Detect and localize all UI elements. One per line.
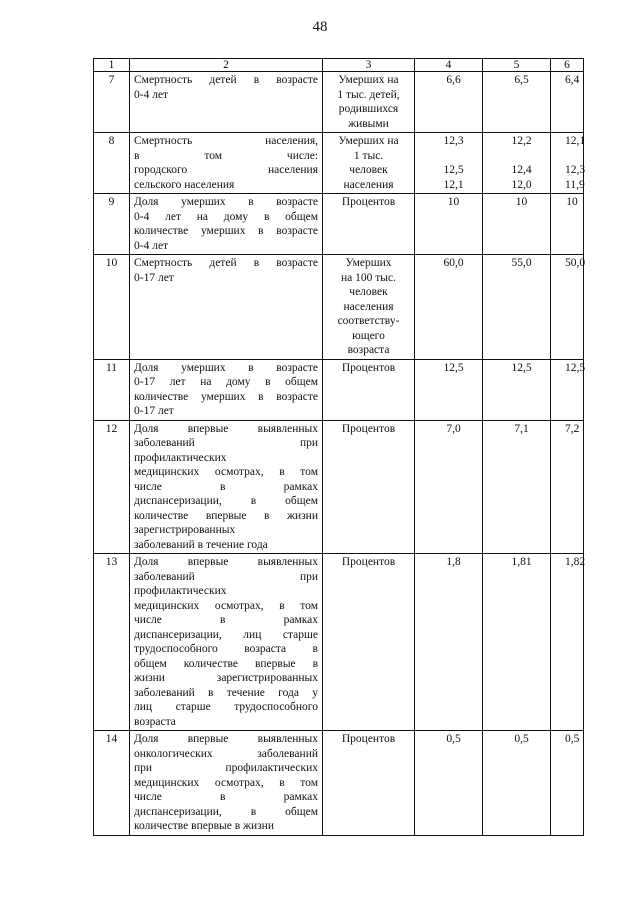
- header-cell: 4: [415, 59, 483, 72]
- cell-line: [565, 149, 579, 164]
- row-number: 9: [94, 194, 130, 255]
- cell-line: количестве впервые в жизни: [134, 509, 318, 522]
- indicator-name: [130, 359, 323, 420]
- cell-line: 10: [447, 196, 460, 208]
- cell-line: [497, 149, 546, 164]
- cell-line: заболеваний в течение года: [134, 538, 268, 551]
- cell-line: медицинских осмотрах, в том: [134, 466, 318, 478]
- cell-line: числе в рамках: [134, 614, 318, 626]
- cell-line: Процентов: [341, 422, 396, 435]
- cell-line: населения: [343, 300, 394, 313]
- cell-line: онкологических заболеваний: [134, 747, 318, 760]
- cell-line: количестве умерших в возрасте: [134, 225, 318, 237]
- value-col-6: [551, 359, 584, 420]
- cell-line: ющего: [352, 329, 385, 342]
- header-cell: 2: [130, 59, 323, 72]
- cell-line: 12,3: [443, 135, 464, 147]
- value-lines: [487, 361, 546, 376]
- cell-line: 12,5: [565, 361, 586, 374]
- cell-line: медицинских осмотрах, в том: [134, 776, 318, 789]
- cell-line: 10: [515, 196, 528, 208]
- value-lines: [555, 73, 579, 88]
- cell-line: Умерших на: [338, 135, 399, 147]
- indicator-name: [130, 554, 323, 731]
- cell-line: человек: [349, 164, 388, 176]
- cell-line: Процентов: [341, 733, 396, 745]
- cell-line: Умерших: [345, 257, 392, 269]
- cell-line: количестве умерших в возрасте: [134, 390, 318, 403]
- cell-line: Доля впервые выявленных: [134, 422, 318, 435]
- indicators-table: [93, 58, 584, 836]
- cell-line: Смертность населения,: [134, 135, 318, 147]
- value-col-5: [483, 359, 551, 420]
- value-lines: [555, 422, 579, 437]
- cell-line: 0-4 лет на дому в общем: [134, 210, 318, 223]
- unit-of-measure: [323, 72, 415, 133]
- cell-line: в том числе:: [134, 149, 318, 162]
- table-row: [94, 255, 584, 360]
- cell-line: возраста: [347, 344, 390, 356]
- cell-line: заболеваний при: [134, 437, 318, 449]
- unit-of-measure: [323, 255, 415, 360]
- cell-line: 11,9: [565, 178, 585, 191]
- value-lines: [419, 256, 478, 271]
- unit-of-measure: [323, 133, 415, 194]
- value-lines: [555, 361, 586, 376]
- cell-line: лиц старше трудоспособного: [134, 701, 318, 713]
- value-lines: [487, 555, 546, 570]
- value-col-4: [415, 133, 483, 194]
- cell-line: соответству-: [337, 315, 400, 327]
- row-number: 14: [94, 731, 130, 836]
- indicator-name: [130, 194, 323, 255]
- cell-line: 1,8: [446, 556, 461, 568]
- row-number: 8: [94, 133, 130, 194]
- unit-of-measure: [323, 194, 415, 255]
- cell-line: Смертность детей в возрасте: [134, 74, 318, 86]
- cell-line: 0-17 лет на дому в общем: [134, 376, 318, 388]
- row-number: 12: [94, 420, 130, 554]
- header-cell: 6: [551, 59, 584, 72]
- cell-line: числе в рамках: [134, 791, 318, 803]
- page-number: 48: [312, 19, 328, 35]
- cell-line: 12,0: [511, 178, 532, 191]
- value-col-5: [483, 72, 551, 133]
- cell-line: 10: [566, 196, 578, 208]
- cell-line: 0,5: [514, 733, 529, 745]
- cell-line: 1,82: [565, 556, 586, 568]
- indicator-name: [130, 731, 323, 836]
- cell-line: Умерших на: [338, 74, 399, 86]
- value-lines: [419, 73, 478, 88]
- table-row: [94, 731, 584, 836]
- value-col-4: [415, 194, 483, 255]
- value-lines: [555, 732, 579, 747]
- cell-line: Доля умерших в возрасте: [134, 196, 318, 208]
- cell-line: трудоспособного возраста в: [134, 643, 318, 655]
- value-lines: [555, 195, 579, 210]
- cell-line: 12,4: [511, 164, 532, 176]
- value-col-5: [483, 133, 551, 194]
- unit-of-measure: [323, 554, 415, 731]
- value-lines: [419, 195, 478, 210]
- cell-line: 0-4 лет: [134, 239, 169, 252]
- header-row: [94, 59, 584, 72]
- value-col-6: [551, 133, 584, 194]
- header-cell: 1: [94, 59, 130, 72]
- cell-line: 0-4 лет: [134, 88, 169, 101]
- cell-line: [429, 149, 478, 164]
- cell-line: Процентов: [341, 361, 396, 374]
- cell-line: 6,4: [565, 74, 580, 86]
- value-lines: [487, 134, 546, 192]
- cell-line: 1,81: [511, 556, 532, 568]
- value-lines: [487, 256, 546, 271]
- value-col-4: [415, 255, 483, 360]
- cell-line: 6,6: [446, 74, 461, 86]
- cell-line: профилактических: [134, 585, 227, 597]
- value-col-6: [551, 255, 584, 360]
- cell-line: диспансеризации, лиц старше: [134, 628, 318, 641]
- cell-line: 7,1: [514, 422, 529, 435]
- cell-line: диспансеризации, в общем: [134, 495, 318, 507]
- cell-line: количестве впервые в жизни: [134, 820, 274, 832]
- value-lines: [555, 256, 586, 271]
- row-number: 7: [94, 72, 130, 133]
- cell-line: 12,2: [511, 135, 532, 147]
- value-lines: [555, 555, 586, 570]
- value-lines: [487, 73, 546, 88]
- cell-line: заболеваний в течение года у: [134, 686, 318, 699]
- cell-line: Доля впервые выявленных: [134, 556, 318, 568]
- cell-line: заболеваний при: [134, 570, 318, 583]
- cell-line: Процентов: [341, 196, 396, 208]
- unit-of-measure: [323, 359, 415, 420]
- cell-line: числе в рамках: [134, 480, 318, 493]
- cell-line: жизни зарегистрированных: [134, 672, 318, 684]
- value-col-4: [415, 554, 483, 731]
- cell-line: 0-17 лет: [134, 271, 174, 284]
- cell-line: 1 тыс.: [353, 149, 384, 162]
- cell-line: Доля умерших в возрасте: [134, 361, 318, 374]
- cell-line: 12,1: [565, 135, 586, 147]
- value-col-5: [483, 420, 551, 554]
- cell-line: городского населения: [134, 164, 318, 176]
- unit-of-measure: [323, 420, 415, 554]
- row-number: 11: [94, 359, 130, 420]
- cell-line: на 100 тыс.: [341, 271, 396, 284]
- table-row: [94, 133, 584, 194]
- cell-line: 60,0: [443, 257, 464, 269]
- cell-line: 12,5: [443, 164, 464, 176]
- cell-line: 1 тыс. детей,: [337, 88, 400, 101]
- value-col-5: [483, 731, 551, 836]
- cell-line: профилактических: [134, 451, 227, 464]
- row-number: 13: [94, 554, 130, 731]
- row-number: 10: [94, 255, 130, 360]
- value-lines: [419, 555, 478, 570]
- cell-line: при профилактических: [134, 762, 318, 774]
- table-row: [94, 554, 584, 731]
- cell-line: живыми: [348, 117, 389, 130]
- indicator-name: [130, 255, 323, 360]
- indicator-name: [130, 133, 323, 194]
- value-col-5: [483, 194, 551, 255]
- cell-line: диспансеризации, в общем: [134, 805, 318, 818]
- cell-line: 0,5: [565, 733, 580, 745]
- value-lines: [419, 422, 478, 437]
- cell-line: 50,0: [565, 257, 586, 269]
- cell-line: Доля впервые выявленных: [134, 733, 318, 745]
- header-cell: 3: [323, 59, 415, 72]
- cell-line: 6,5: [514, 74, 529, 86]
- value-lines: [419, 732, 478, 747]
- cell-line: общем количестве впервые в: [134, 657, 318, 670]
- value-col-6: [551, 420, 584, 554]
- header-cell: 5: [483, 59, 551, 72]
- value-lines: [487, 195, 546, 210]
- cell-line: медицинских осмотрах, в том: [134, 599, 318, 612]
- cell-line: 0,5: [446, 733, 461, 745]
- cell-line: сельского населения: [134, 178, 235, 191]
- cell-line: 12,5: [511, 361, 532, 374]
- value-lines: [419, 361, 478, 376]
- value-col-4: [415, 72, 483, 133]
- value-lines: [487, 422, 546, 437]
- value-col-6: [551, 194, 584, 255]
- cell-line: зарегистрированных: [134, 524, 236, 536]
- value-col-4: [415, 420, 483, 554]
- cell-line: населения: [343, 178, 394, 191]
- value-lines: [555, 134, 586, 192]
- cell-line: 12,3: [565, 164, 586, 176]
- cell-line: 55,0: [511, 257, 532, 269]
- value-col-6: [551, 554, 584, 731]
- table-row: [94, 72, 584, 133]
- table-row: [94, 359, 584, 420]
- cell-line: возраста: [134, 715, 176, 728]
- table-row: [94, 420, 584, 554]
- cell-line: 12,1: [443, 178, 464, 191]
- indicator-name: [130, 420, 323, 554]
- cell-line: человек: [349, 286, 388, 298]
- value-lines: [419, 134, 478, 192]
- cell-line: Процентов: [341, 556, 396, 568]
- cell-line: Смертность детей в возрасте: [134, 257, 318, 269]
- value-col-4: [415, 359, 483, 420]
- cell-line: 7,0: [446, 422, 461, 435]
- value-col-4: [415, 731, 483, 836]
- indicator-name: [130, 72, 323, 133]
- value-col-5: [483, 255, 551, 360]
- table-row: [94, 194, 584, 255]
- value-col-5: [483, 554, 551, 731]
- value-lines: [487, 732, 546, 747]
- value-col-6: [551, 731, 584, 836]
- unit-of-measure: [323, 731, 415, 836]
- cell-line: 7,2: [565, 422, 580, 435]
- cell-line: 12,5: [443, 361, 464, 374]
- cell-line: родившихся: [338, 103, 399, 115]
- value-col-6: [551, 72, 584, 133]
- cell-line: 0-17 лет: [134, 405, 174, 417]
